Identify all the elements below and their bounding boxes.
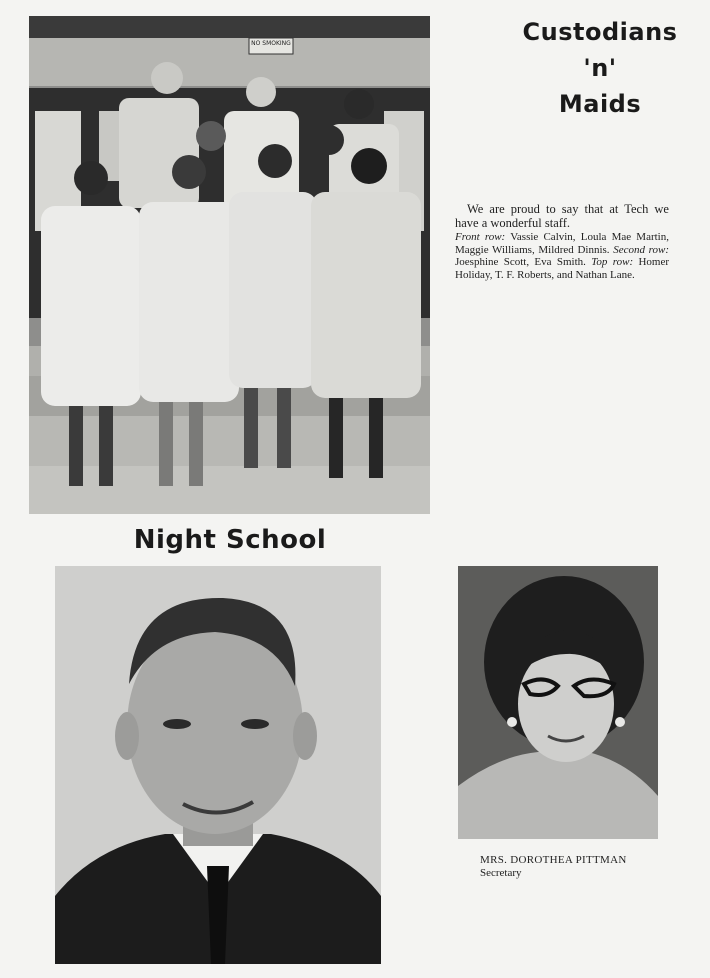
secretary-caption xyxy=(480,854,680,880)
caption-rows xyxy=(455,231,669,281)
secretary-role: Secretary xyxy=(480,867,522,879)
secretary-name: MRS. DOROTHEA PITTMAN xyxy=(480,854,627,866)
top-row-names: Homer Holiday, T. F. Roberts, and Nathan Lane. xyxy=(455,256,670,281)
no-smoking-sign: NO SMOKING xyxy=(251,40,291,47)
front-row-names: Vassie Calvin, Loula Mae Martin, Maggie Williams, Mildred Dinnis. xyxy=(455,231,669,256)
top-row-label: Top row: xyxy=(591,256,634,268)
custodians-title-line-2: 'n' xyxy=(583,54,617,82)
night-school-director-portrait xyxy=(55,566,381,964)
second-row-names: Joesphine Scott, Eva Smith. xyxy=(455,256,586,268)
caption-intro: We are proud to say that at Tech we have a wonderful staff. xyxy=(455,202,669,230)
front-row-label: Front row: xyxy=(455,231,506,243)
custodians-caption xyxy=(455,202,669,281)
night-school-title: Night School xyxy=(133,525,327,555)
custodians-title xyxy=(500,14,700,122)
custodians-title-line-1: Custodians xyxy=(522,18,678,46)
custodians-group-photo xyxy=(29,16,430,514)
secretary-portrait xyxy=(458,566,658,839)
second-row-label: Second row: xyxy=(613,243,669,256)
custodians-title-line-3: Maids xyxy=(558,90,642,118)
